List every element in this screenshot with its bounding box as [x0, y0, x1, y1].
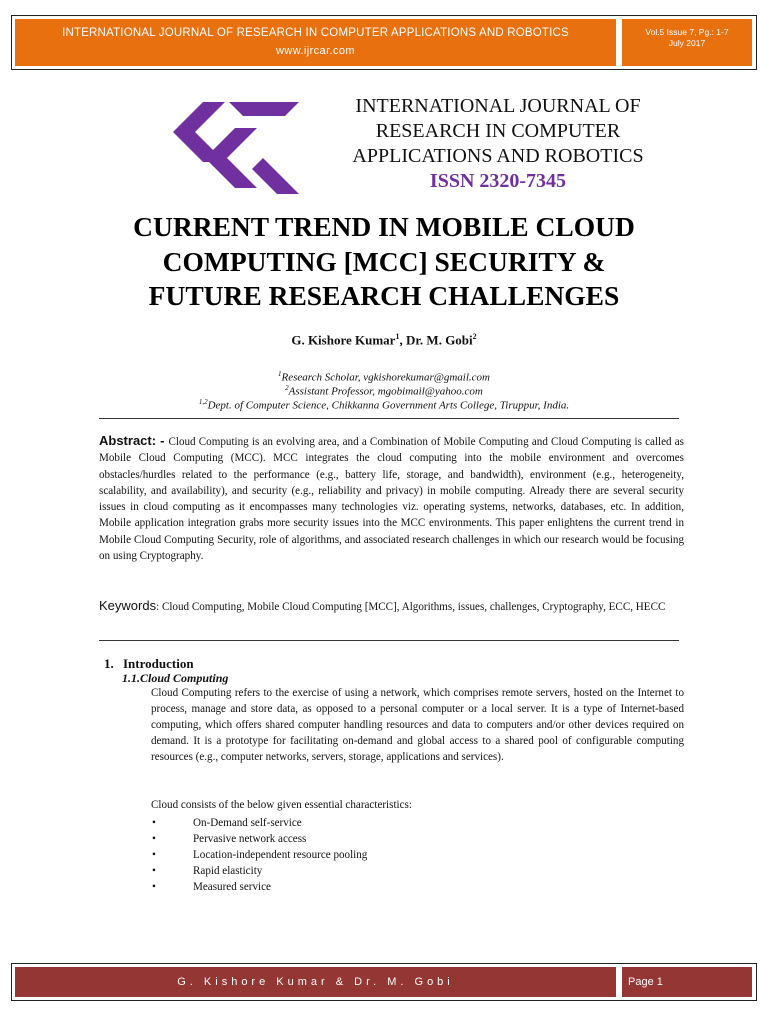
- list-item: [151, 863, 367, 879]
- affiliation-text: Research Scholar, vgkishorekumar@gmail.com: [281, 371, 490, 384]
- affiliation-text: Dept. of Computer Science, Chikkanna Government Arts College, Tiruppur, India.: [207, 399, 570, 412]
- section-title: Introduction: [123, 656, 194, 671]
- list-item-text: On-Demand self-service: [193, 817, 302, 829]
- author-name: Dr. M. Gobi: [405, 332, 473, 348]
- title-line: FUTURE RESEARCH CHALLENGES: [148, 280, 620, 311]
- body-paragraph: Cloud Computing refers to the exercise of using a network, which comprises remote servers, hosted on the Internet to process, manage and store data, as opposed to a personal computer or a local server. It is a type of Internet-based computing, which offers shared computer handling resources and data to computers and/or other devices required on demand. It is a prototype for facilitating on-demand and global access to a shared pool of configurable computing resources (e.g., computer networks, servers, storage, applications and services).: [151, 687, 684, 763]
- title-line: CURRENT TREND IN MOBILE CLOUD: [133, 211, 635, 242]
- masthead-line: INTERNATIONAL JOURNAL OF: [355, 95, 641, 117]
- paper-title: [40, 210, 728, 314]
- masthead-line: APPLICATIONS AND ROBOTICS: [352, 145, 644, 167]
- affiliation-sup: 1: [278, 370, 282, 378]
- list-item: [151, 815, 367, 831]
- list-item: [151, 879, 367, 895]
- subsection-heading: 1.1.Cloud Computing: [122, 671, 229, 685]
- section-number: 1.: [104, 656, 114, 671]
- author-separator: ,: [399, 332, 406, 348]
- bullet-icon: •: [152, 881, 156, 894]
- list-item: [151, 831, 367, 847]
- masthead-line: RESEARCH IN COMPUTER: [375, 120, 621, 142]
- divider: [99, 640, 679, 641]
- affiliation-text: Assistant Professor, mgobimail@yahoo.com: [288, 385, 483, 398]
- header-banner: [15, 19, 616, 66]
- abstract: [99, 433, 684, 564]
- characteristics-list: [151, 815, 367, 895]
- keywords-label: Keywords: [99, 598, 157, 613]
- abstract-text: Cloud Computing is an evolving area, and a Combination of Mobile Computing and Cloud Computing is called as Mobile Cloud Computing (MCC). MCC integrates the cloud computing into the mobile environment and overcomes obstacles/hurdles related to the performance (e.g., battery life, storage, and bandwidth), environment (e.g., heterogeneity, scalability, and availability), and security (e.g., reliability and privacy) in mobile computing. Already there are several security issues in cloud computing as it encompasses many technologies viz. operating systems, networks, databases, etc. In addition, Mobile application integration grabs more security issues into the MCC environments. This paper enlightens the current trend in Mobile Cloud Computing Security, role of algorithms, and associated research challenges in which our research would be focusing on using Cryptography.: [99, 436, 684, 563]
- header-issue-box: [622, 19, 752, 66]
- list-item-text: Measured service: [193, 881, 271, 894]
- journal-logo-icon: [167, 98, 302, 198]
- author-list: [0, 332, 768, 348]
- list-item-text: Location-independent resource pooling: [193, 849, 368, 862]
- author-name: G. Kishore Kumar: [291, 332, 396, 348]
- affiliation: [0, 395, 768, 413]
- issn: ISSN 2320-7345: [429, 170, 567, 192]
- footer-page-number: Page 1: [622, 967, 752, 997]
- list-item: [151, 847, 367, 863]
- bullet-icon: •: [152, 833, 156, 846]
- bullet-icon: •: [152, 849, 156, 862]
- abstract-label: Abstract: -: [99, 433, 169, 448]
- keywords-colon: :: [156, 601, 162, 613]
- header-issue: Vol.5 Issue 7, Pg.: 1-7: [645, 27, 729, 37]
- bullet-icon: •: [152, 817, 156, 829]
- header-journal-name: INTERNATIONAL JOURNAL OF RESEARCH IN COMPUTER APPLICATIONS AND ROBOTICS: [62, 27, 569, 39]
- masthead-journal-title: [318, 94, 678, 169]
- keywords-text: Cloud Computing, Mobile Cloud Computing [MCC], Algorithms, issues, challenges, Cryptography, ECC, HECC: [161, 601, 666, 613]
- affiliation-sup: 2: [285, 384, 289, 392]
- keywords: [99, 598, 684, 615]
- footer-authors: G. Kishore Kumar & Dr. M. Gobi: [15, 967, 616, 997]
- header-url: www.ijrcar.com: [276, 45, 355, 57]
- title-line: COMPUTING [MCC] SECURITY &: [162, 245, 606, 277]
- list-item-text: Rapid elasticity: [193, 865, 263, 878]
- section-heading: [104, 656, 194, 672]
- author-sup: 1: [395, 332, 400, 341]
- author-sup: 2: [472, 332, 477, 341]
- list-intro: Cloud consists of the below given essential characteristics:: [151, 799, 412, 811]
- header-date: July 2017: [668, 38, 706, 48]
- list-item-text: Pervasive network access: [193, 833, 307, 846]
- divider: [99, 418, 679, 419]
- bullet-icon: •: [152, 865, 156, 878]
- affiliation-sup: 1,2: [198, 398, 208, 406]
